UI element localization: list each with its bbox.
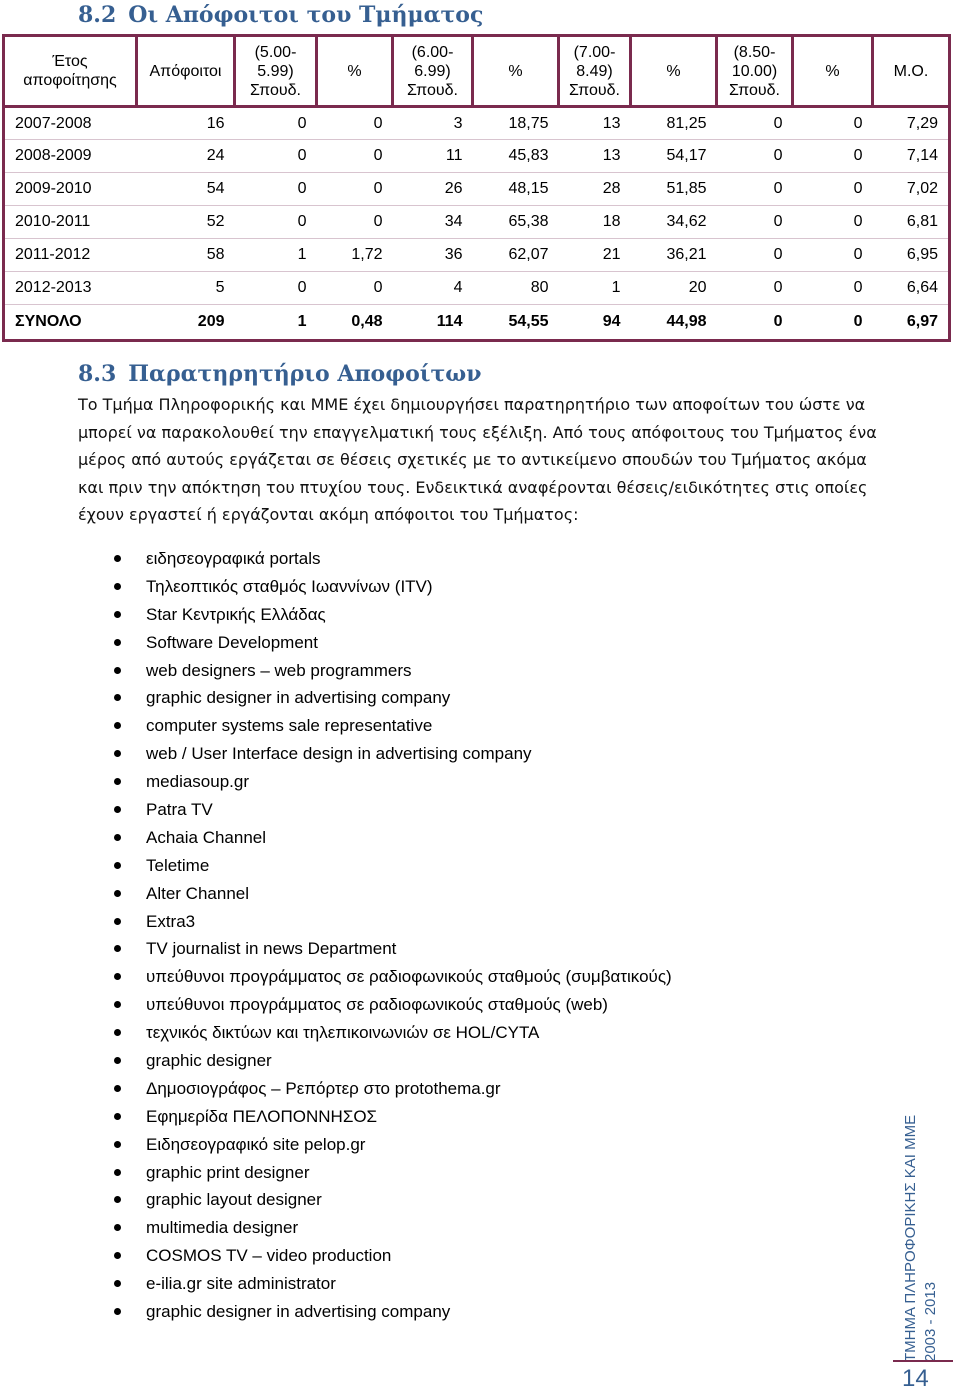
column-header-line: (7.00- xyxy=(573,43,616,61)
section-heading-8-2 xyxy=(78,2,483,28)
bullet-icon xyxy=(114,555,121,562)
table-cell: 62,07 xyxy=(473,239,559,272)
table-cell: 0 xyxy=(317,272,393,305)
row-label: 2009-2010 xyxy=(4,173,137,206)
table-cell: 13 xyxy=(559,107,631,140)
bullet-icon xyxy=(114,694,121,701)
bullet-icon xyxy=(114,834,121,841)
table-cell: 45,83 xyxy=(473,140,559,173)
column-header-line: (6.00- xyxy=(411,43,454,61)
column-header-line: 8.49) xyxy=(576,62,613,80)
bullet-icon xyxy=(114,1196,121,1203)
column-header-line: Απόφοιτοι xyxy=(149,62,222,80)
list-item xyxy=(100,1242,672,1270)
table-cell: 1 xyxy=(559,272,631,305)
list-item-label: computer systems sale representative xyxy=(146,716,433,736)
footer-years: 2003 - 2013 xyxy=(922,1281,939,1362)
bullet-icon xyxy=(114,945,121,952)
list-item-label: web designers – web programmers xyxy=(146,660,412,680)
table-row xyxy=(4,140,950,173)
table-cell: 0 xyxy=(317,140,393,173)
column-header-line: (8.50- xyxy=(733,43,776,61)
list-item-label: ειδησεογραφικά portals xyxy=(146,549,321,568)
list-item-label: multimedia designer xyxy=(146,1218,299,1238)
table-cell: 0 xyxy=(235,173,317,206)
table-cell: 34 xyxy=(393,206,473,239)
list-item xyxy=(100,545,672,573)
column-header-line: (5.00- xyxy=(254,43,297,61)
bullet-icon xyxy=(114,1001,121,1008)
table-row xyxy=(4,272,950,305)
table-cell: 0,48 xyxy=(351,313,383,330)
footer-divider xyxy=(893,1360,953,1362)
list-item-label: υπεύθυνοι προγράμματος σε ραδιοφωνικούς σταθμούς (web) xyxy=(146,995,608,1015)
table-cell: 0 xyxy=(717,140,793,173)
column-header-line: Σπουδ. xyxy=(729,81,780,99)
list-item xyxy=(100,712,672,740)
bullet-icon xyxy=(114,778,121,785)
table-cell: 4 xyxy=(393,272,473,305)
list-item xyxy=(100,1298,672,1326)
bullet-icon xyxy=(114,667,121,674)
row-label: 2012-2013 xyxy=(4,272,137,305)
table-cell: 0 xyxy=(235,206,317,239)
table-cell: 0 xyxy=(235,272,317,305)
bullet-icon xyxy=(114,611,121,618)
table-cell: 0 xyxy=(853,313,863,330)
table-cell: 7,29 xyxy=(873,107,950,140)
list-item-label: Achaia Channel xyxy=(146,827,267,847)
table-cell: 0 xyxy=(717,206,793,239)
table-cell: 0 xyxy=(793,107,873,140)
table-row xyxy=(4,239,950,272)
list-item xyxy=(100,740,672,768)
row-label: 2010-2011 xyxy=(4,206,137,239)
section-title: Παρατηρητήριο Αποφοίτων xyxy=(128,361,482,387)
list-item xyxy=(100,768,672,796)
table-cell: 20 xyxy=(631,272,717,305)
table-cell: 51,85 xyxy=(631,173,717,206)
section-number: 8.2 xyxy=(78,2,117,28)
list-item xyxy=(100,963,672,991)
table-cell: 0 xyxy=(717,239,793,272)
roles-list xyxy=(100,545,672,1326)
list-item xyxy=(100,852,672,880)
list-item xyxy=(100,1214,672,1242)
list-item xyxy=(100,1159,672,1187)
row-label: ΣΥΝΟΛΟ xyxy=(15,313,82,330)
list-item-label: web / User Interface design in advertising company xyxy=(146,744,532,764)
table-cell: 54,55 xyxy=(508,313,549,330)
table-cell: 0 xyxy=(773,313,783,330)
list-item xyxy=(100,684,672,712)
table-cell: 0 xyxy=(793,239,873,272)
list-item-label: Patra TV xyxy=(146,800,213,820)
list-item-label: Alter Channel xyxy=(146,883,250,903)
column-header-line: Μ.Ο. xyxy=(893,62,929,80)
list-item xyxy=(100,573,672,601)
list-item xyxy=(100,1019,672,1047)
list-item-label: Δημοσιογράφος – Ρεπόρτερ στο protothema.gr xyxy=(146,1078,501,1098)
table-cell: 26 xyxy=(393,173,473,206)
table-cell: 65,38 xyxy=(473,206,559,239)
list-item-label: graphic designer in advertising company xyxy=(146,1302,451,1322)
table-cell: 48,15 xyxy=(473,173,559,206)
list-item xyxy=(100,1270,672,1298)
table-cell: 28 xyxy=(559,173,631,206)
table-cell: 0 xyxy=(235,140,317,173)
table-cell: 0 xyxy=(317,173,393,206)
list-item-label: Star Κεντρικής Ελλάδας xyxy=(146,604,326,624)
table-cell: 80 xyxy=(473,272,559,305)
table-cell: 0 xyxy=(793,206,873,239)
bullet-icon xyxy=(114,862,121,869)
column-header xyxy=(393,36,473,107)
table-header-row xyxy=(4,36,950,107)
table-cell: 1 xyxy=(235,239,317,272)
graduates-table xyxy=(2,34,951,342)
list-item xyxy=(100,908,672,936)
intro-paragraph: Το Τμήμα Πληροφορικής και ΜΜΕ έχει δημιουργήσει παρατηρητήριο των αποφοίτων του ώστε να μπορεί να παρακολουθεί την επαγγελματική τους εξέλιξη. Από τους απόφοιτους του Τμήματος ένα μέρος από αυτούς εργάζεται σε θέσεις σχετικές με το αντικείμενο σπουδών του Τμήματος ακόμα και πριν την απόκτηση του πτυχίου τους. Ενδεικτικά αναφέρονται θέσεις/ειδικότητες στις οποίες έχουν εργαστεί ή εργάζονται ακόμη απόφοιτοι του Τμήματος: xyxy=(78,395,877,524)
list-item-label: Software Development xyxy=(146,632,318,652)
bullet-icon xyxy=(114,722,121,729)
table-cell: 6,64 xyxy=(873,272,950,305)
list-item-label: graphic print designer xyxy=(146,1162,310,1182)
list-item-label: τεχνικός δικτύων και τηλεπικοινωνιών σε HOL/CYTA xyxy=(146,1023,540,1043)
list-item xyxy=(100,824,672,852)
list-item xyxy=(100,1186,672,1214)
list-item-label: mediasoup.gr xyxy=(146,772,250,792)
column-header-line: 6.99) xyxy=(414,62,451,80)
table-row xyxy=(4,206,950,239)
list-item-label: Teletime xyxy=(146,855,210,875)
list-item xyxy=(100,1103,672,1131)
section-heading-8-3 xyxy=(78,361,481,387)
table-cell: 0 xyxy=(717,173,793,206)
section-title: Οι Απόφοιτοι του Τμήματος xyxy=(128,2,484,28)
table-cell: 7,14 xyxy=(873,140,950,173)
column-header xyxy=(317,36,393,107)
bullet-icon xyxy=(114,1252,121,1259)
table-row xyxy=(4,173,950,206)
bullet-icon xyxy=(114,1113,121,1120)
footer-department: ΤΜΗΜΑ ΠΛΗΡΟΦΟΡΙΚΗΣ ΚΑΙ ΜΜΕ xyxy=(902,1114,919,1362)
table-cell: 114 xyxy=(436,313,463,330)
list-item xyxy=(100,991,672,1019)
bullet-icon xyxy=(114,583,121,590)
table-cell: 34,62 xyxy=(631,206,717,239)
column-header xyxy=(235,36,317,107)
table-cell: 0 xyxy=(317,107,393,140)
list-item-label: Extra3 xyxy=(146,911,196,931)
bullet-icon xyxy=(114,806,121,813)
table-cell: 6,95 xyxy=(873,239,950,272)
table-cell: 6,97 xyxy=(906,313,938,330)
list-item-label: υπεύθυνοι προγράμματος σε ραδιοφωνικούς σταθμούς (συμβατικούς) xyxy=(146,967,672,987)
table-cell: 36,21 xyxy=(631,239,717,272)
table-cell: 18 xyxy=(559,206,631,239)
table-cell: 24 xyxy=(137,140,235,173)
bullet-icon xyxy=(114,1029,121,1036)
column-header xyxy=(137,36,235,107)
row-label: 2011-2012 xyxy=(4,239,137,272)
table-cell: 54,17 xyxy=(631,140,717,173)
column-header xyxy=(631,36,717,107)
bullet-icon xyxy=(114,1085,121,1092)
bullet-icon xyxy=(114,1308,121,1315)
table-cell: 1 xyxy=(297,313,307,330)
table-cell: 0 xyxy=(793,272,873,305)
table-cell: 54 xyxy=(137,173,235,206)
column-header-line: 5.99) xyxy=(257,62,294,80)
list-item xyxy=(100,601,672,629)
column-header xyxy=(873,36,950,107)
table-cell: 52 xyxy=(137,206,235,239)
column-header-line: % xyxy=(347,62,362,80)
table-cell: 44,98 xyxy=(666,313,707,330)
bullet-icon xyxy=(114,1169,121,1176)
table-cell: 0 xyxy=(717,107,793,140)
table-cell: 13 xyxy=(559,140,631,173)
bullet-icon xyxy=(114,1057,121,1064)
bullet-icon xyxy=(114,1224,121,1231)
table-cell: 5 xyxy=(137,272,235,305)
table-cell: 209 xyxy=(197,313,225,330)
list-item-label: e-ilia.gr site administrator xyxy=(146,1274,336,1294)
table-cell: 18,75 xyxy=(473,107,559,140)
table-cell: 7,02 xyxy=(873,173,950,206)
row-label: 2008-2009 xyxy=(4,140,137,173)
list-item-label: graphic designer xyxy=(146,1051,272,1071)
bullet-icon xyxy=(114,973,121,980)
table-cell: 1,72 xyxy=(317,239,393,272)
list-item xyxy=(100,880,672,908)
bullet-icon xyxy=(114,918,121,925)
table-total-row xyxy=(4,305,950,341)
bullet-icon xyxy=(114,1141,121,1148)
table-cell: 81,25 xyxy=(631,107,717,140)
table-cell: 0 xyxy=(793,140,873,173)
list-item-label: TV journalist in news Department xyxy=(146,939,397,959)
table-cell: 6,81 xyxy=(873,206,950,239)
column-header xyxy=(793,36,873,107)
column-header xyxy=(559,36,631,107)
table-row xyxy=(4,107,950,140)
table-cell: 11 xyxy=(393,140,473,173)
table-cell: 36 xyxy=(393,239,473,272)
bullet-icon xyxy=(114,890,121,897)
bullet-icon xyxy=(114,750,121,757)
list-item-label: Ειδησεογραφικό site pelop.gr xyxy=(146,1134,366,1154)
list-item xyxy=(100,1047,672,1075)
column-header-line: % xyxy=(666,62,681,80)
list-item-label: Τηλεοπτικός σταθμός Ιωαννίνων (ITV) xyxy=(146,576,433,596)
list-item xyxy=(100,657,672,685)
list-item xyxy=(100,796,672,824)
list-item-label: graphic designer in advertising company xyxy=(146,688,451,708)
row-label: 2007-2008 xyxy=(4,107,137,140)
list-item-label: graphic layout designer xyxy=(146,1190,322,1210)
column-header-line: Σπουδ. xyxy=(250,81,301,99)
column-header-line: Έτος xyxy=(52,53,88,70)
column-header xyxy=(717,36,793,107)
column-header-line: % xyxy=(825,62,840,80)
table-cell: 0 xyxy=(793,173,873,206)
page-number: 14 xyxy=(902,1365,929,1392)
bullet-icon xyxy=(114,639,121,646)
column-header xyxy=(4,36,137,107)
table-cell: 16 xyxy=(137,107,235,140)
list-item xyxy=(100,1131,672,1159)
list-item xyxy=(100,629,672,657)
column-header-line: αποφοίτησης xyxy=(23,72,117,89)
list-item-label: Εφημερίδα ΠΕΛΟΠΟΝΝΗΣΟΣ xyxy=(146,1106,378,1126)
column-header-line: % xyxy=(508,62,523,80)
table-cell: 94 xyxy=(602,313,621,330)
table-cell: 0 xyxy=(317,206,393,239)
column-header-line: Σπουδ. xyxy=(407,81,458,99)
table-cell: 3 xyxy=(393,107,473,140)
list-item-label: COSMOS TV – video production xyxy=(146,1246,392,1266)
table-cell: 58 xyxy=(137,239,235,272)
column-header-line: 10.00) xyxy=(731,62,778,80)
column-header-line: Σπουδ. xyxy=(569,81,620,99)
section-number: 8.3 xyxy=(78,361,117,387)
column-header xyxy=(473,36,559,107)
bullet-icon xyxy=(114,1280,121,1287)
table-cell: 0 xyxy=(235,107,317,140)
table-cell: 21 xyxy=(559,239,631,272)
list-item xyxy=(100,1075,672,1103)
list-item xyxy=(100,935,672,963)
table-cell: 0 xyxy=(717,272,793,305)
